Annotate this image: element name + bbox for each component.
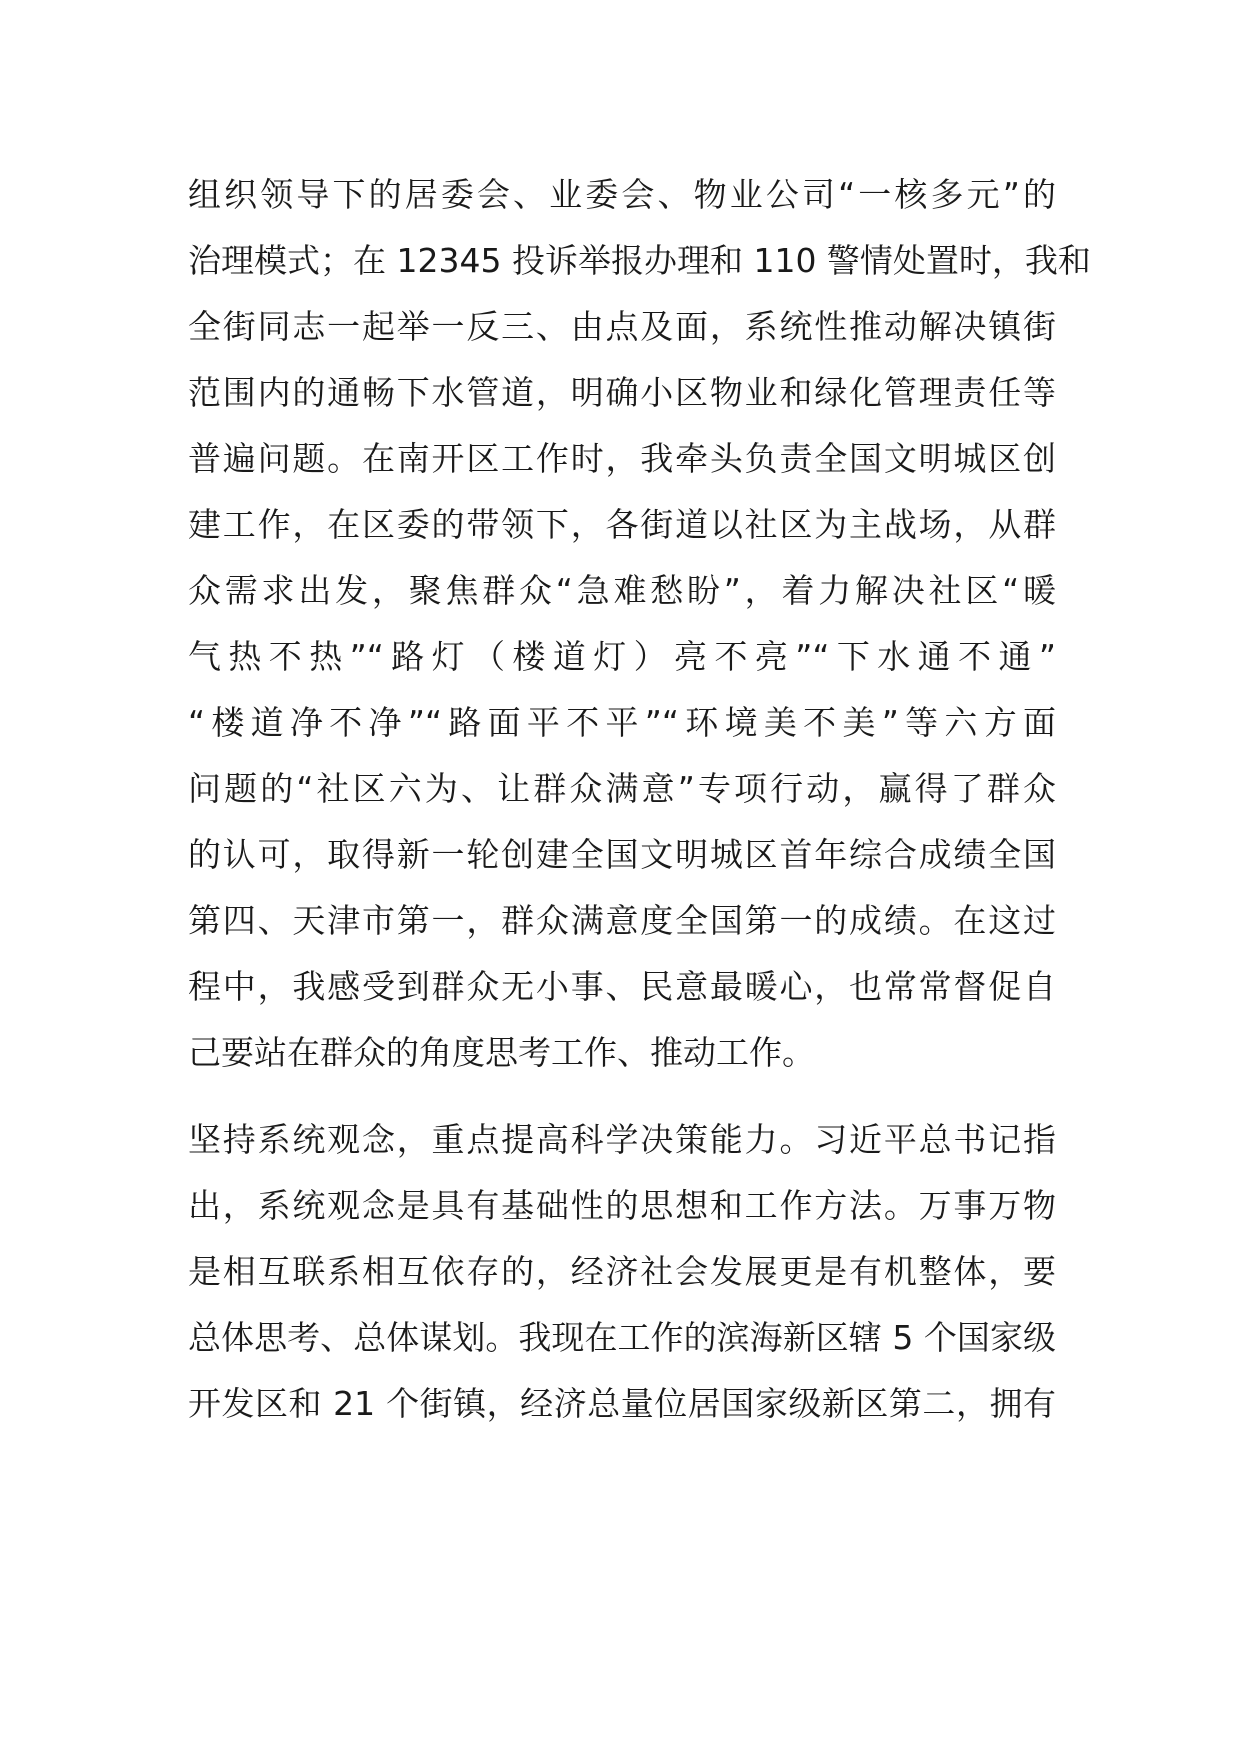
paragraph-line: 问题的“社区六为、让群众满意”专项行动，赢得了群众 (188, 769, 1056, 808)
paragraph-line: 众需求出发，聚焦群众“急难愁盼”，着力解决社区“暖 (188, 571, 1056, 610)
paragraph-line: 普遍问题。在南开区工作时，我牵头负责全国文明城区创 (188, 439, 1056, 478)
paragraph-line: 总体思考、总体谋划。我现在工作的滨海新区辖 5 个国家级 (188, 1318, 1056, 1357)
paragraph-line: 建工作，在区委的带领下，各街道以社区为主战场，从群 (188, 505, 1056, 544)
paragraph-2 (188, 1115, 1056, 1445)
paragraph-line: 坚持系统观念，重点提高科学决策能力。习近平总书记指 (188, 1120, 1056, 1159)
paragraph-line: 己要站在群众的角度思考工作、推动工作。 (188, 1033, 815, 1072)
paragraph-line: “楼道净不净”“路面平不平”“环境美不美”等六方面 (188, 703, 1056, 742)
paragraph-line: 出，系统观念是具有基础性的思想和工作方法。万事万物 (188, 1186, 1056, 1225)
paragraph-line: 范围内的通畅下水管道，明确小区物业和绿化管理责任等 (188, 373, 1056, 412)
paragraph-line: 治理模式；在 12345 投诉举报办理和 110 警情处置时，我和 (188, 241, 1091, 280)
paragraph-line: 第四、天津市第一，群众满意度全国第一的成绩。在这过 (188, 901, 1056, 940)
paragraph-line: 程中，我感受到群众无小事、民意最暖心，也常常督促自 (188, 967, 1056, 1006)
paragraph-line: 全街同志一起举一反三、由点及面，系统性推动解决镇街 (188, 307, 1056, 346)
paragraph-line: 开发区和 21 个街镇，经济总量位居国家级新区第二，拥有 (188, 1384, 1056, 1423)
paragraph-1 (188, 170, 1091, 1072)
paragraph-line: 气热不热”“路灯（楼道灯）亮不亮”“下水通不通” (188, 637, 1056, 676)
paragraph-line: 的认可，取得新一轮创建全国文明城区首年综合成绩全国 (188, 835, 1056, 874)
paragraph-line: 是相互联系相互依存的，经济社会发展更是有机整体，要 (188, 1252, 1056, 1291)
paragraph-line: 组织领导下的居委会、业委会、物业公司“一核多元”的 (188, 175, 1056, 214)
